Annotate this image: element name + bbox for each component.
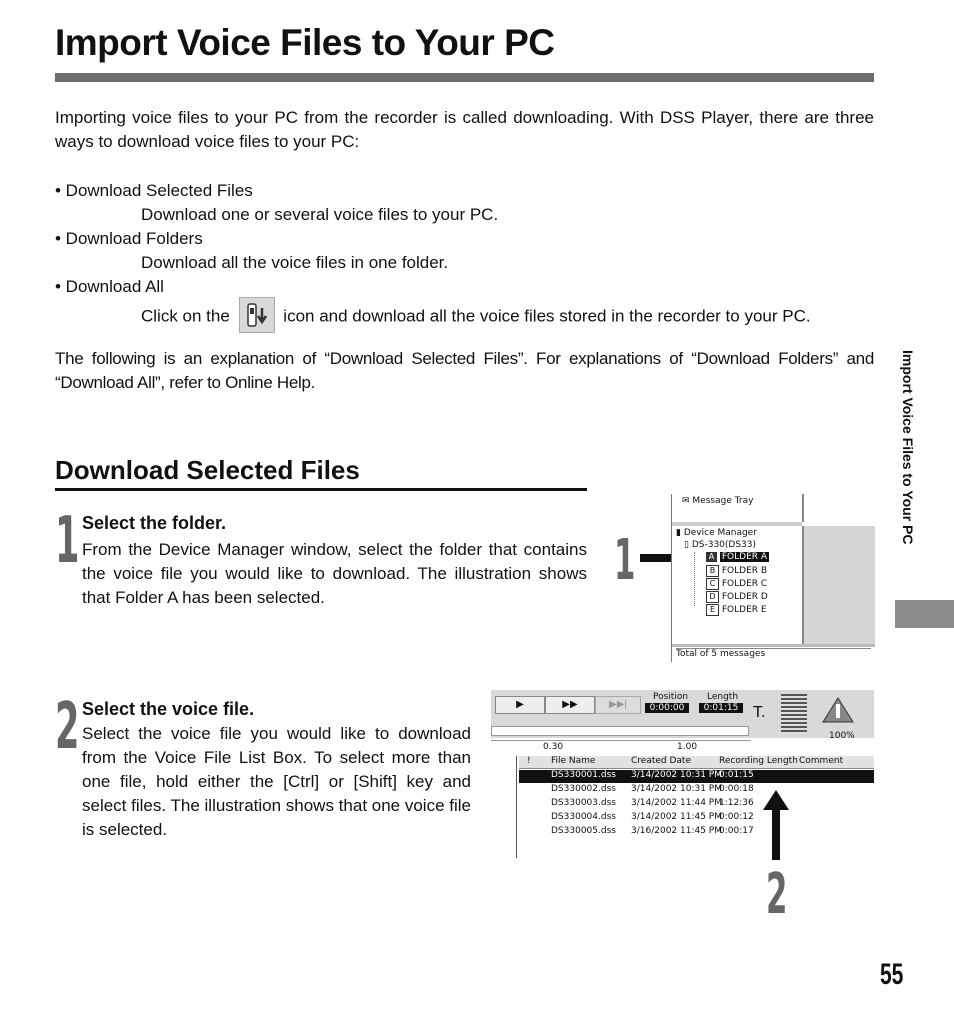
created-date: 3/14/2002 11:44 PM — [631, 798, 722, 808]
message-tray-icon: ✉ — [682, 496, 690, 506]
side-label: Import Voice Files to Your PC — [900, 350, 916, 545]
device-manager-icon: ▮ — [676, 528, 681, 538]
recording-length: 0:00:18 — [719, 784, 754, 794]
folder-a-item[interactable] — [706, 552, 769, 562]
folder-c-icon: C — [706, 578, 719, 590]
folder-d-label: FOLDER D — [721, 592, 768, 602]
message-tray-label: Message Tray — [692, 496, 754, 506]
method-folders-label: • Download Folders — [55, 229, 203, 248]
folder-e-label: FOLDER E — [721, 605, 767, 615]
intro-paragraph: Importing voice files to your PC from the recorder is called downloading. With DSS Player, there are three ways to download voice files to your PC: — [55, 108, 874, 151]
fast-forward-button[interactable]: ▶▶ — [545, 696, 595, 714]
folder-e-icon: E — [706, 604, 719, 616]
length-value: 0:01:15 — [699, 703, 743, 713]
created-date: 3/14/2002 10:31 PM — [631, 784, 722, 794]
method-all-desc-after: icon and download all the voice files stored in the recorder to your PC. — [283, 306, 811, 326]
file-name: DS330005.dss — [551, 826, 616, 836]
step-2-body: Select the voice file you would like to download from the Voice File List Box. To select more than one file, hold either the [Ctrl] or [Shift] key and select files. The illustration shows that one voice file is selected. — [82, 724, 471, 839]
position-label: Position — [653, 692, 689, 702]
recording-length: 1:12:36 — [719, 798, 754, 808]
skip-end-button[interactable]: ▶▶| — [595, 696, 641, 714]
folder-c-item[interactable] — [706, 578, 767, 590]
step-1-title: Select the folder. — [82, 513, 227, 533]
file-name: DS330004.dss — [551, 812, 616, 822]
tick-030: 0.30 — [543, 742, 564, 752]
volume-icon[interactable] — [781, 694, 807, 734]
device-label: DS-330(DS33) — [691, 540, 757, 550]
method-all-desc — [141, 299, 811, 335]
method-all-desc-before: Click on the — [141, 306, 230, 326]
file-list-header — [519, 756, 874, 769]
position-slider[interactable] — [491, 726, 749, 736]
table-row[interactable] — [519, 798, 874, 811]
folder-d-icon: D — [706, 591, 719, 603]
step-1-number: 1 — [55, 504, 80, 578]
play-button[interactable]: ▶ — [495, 696, 545, 714]
file-name: DS330002.dss — [551, 784, 616, 794]
column-flag[interactable]: ! — [527, 756, 531, 766]
folder-b-item[interactable] — [706, 565, 767, 577]
recording-length: 0:01:15 — [719, 770, 754, 780]
section-title: Download Selected Files — [55, 455, 360, 485]
callout-1: 1 — [614, 528, 636, 593]
file-name: DS330001.dss — [551, 770, 616, 780]
device-manager-label: Device Manager — [683, 528, 757, 538]
device-manager-screenshot — [671, 494, 875, 662]
step-2-number: 2 — [55, 690, 80, 764]
callout-2: 2 — [766, 862, 788, 927]
table-row[interactable] — [519, 812, 874, 825]
title-rule — [55, 73, 874, 82]
device-manager-item[interactable] — [676, 528, 757, 538]
voice-file-list-screenshot — [491, 690, 874, 858]
table-row[interactable] — [519, 826, 874, 839]
download-all-icon — [239, 297, 275, 333]
folder-b-icon: B — [706, 565, 719, 577]
recording-length: 0:00:12 — [719, 812, 754, 822]
column-created-date[interactable]: Created Date — [631, 756, 691, 766]
position-value: 0:00:00 — [645, 703, 689, 713]
method-selected-desc: Download one or several voice files to your PC. — [141, 205, 499, 224]
column-file-name[interactable]: File Name — [551, 756, 596, 766]
explanation-paragraph: The following is an explanation of “Download Selected Files”. For explanations of “Download Folders” and “Download All”, refer to Online Help. — [55, 349, 874, 392]
recorder-icon: ▯ — [684, 540, 689, 550]
speed-icon[interactable] — [821, 696, 855, 734]
method-selected-label: • Download Selected Files — [55, 181, 253, 200]
folder-d-item[interactable] — [706, 591, 768, 603]
page-number: 55 — [880, 958, 904, 991]
folder-a-icon: A — [706, 552, 717, 562]
side-tab — [895, 600, 954, 628]
status-bar: Total of 5 messages — [676, 648, 871, 659]
file-name: DS330003.dss — [551, 798, 616, 808]
arrow-up-icon — [763, 790, 789, 860]
method-all-label: • Download All — [55, 277, 164, 296]
step-2-title: Select the voice file. — [82, 699, 255, 719]
folder-b-label: FOLDER B — [721, 566, 768, 576]
created-date: 3/14/2002 11:45 PM — [631, 812, 722, 822]
created-date: 3/14/2002 10:31 PM — [631, 770, 722, 780]
method-folders-desc: Download all the voice files in one folder. — [141, 253, 449, 272]
index-mark-icon[interactable]: T. — [753, 704, 766, 721]
tick-100: 1.00 — [677, 742, 698, 752]
folder-c-label: FOLDER C — [721, 579, 768, 589]
created-date: 3/16/2002 11:45 PM — [631, 826, 722, 836]
length-label: Length — [707, 692, 739, 702]
message-tray-item[interactable] — [682, 496, 753, 506]
table-row[interactable] — [519, 784, 874, 797]
step-1-body: From the Device Manager window, select the folder that contains the voice file you would like to download. The illustration shows that Folder A has been selected. — [82, 540, 587, 607]
page-title: Import Voice Files to Your PC — [55, 22, 555, 63]
column-recording-length[interactable]: Recording Length — [719, 756, 798, 766]
device-node[interactable] — [684, 540, 756, 550]
table-row[interactable] — [519, 770, 874, 783]
section-rule — [55, 488, 587, 491]
recording-length: 0:00:17 — [719, 826, 754, 836]
folder-e-item[interactable] — [706, 604, 767, 616]
column-comment[interactable]: Comment — [799, 756, 844, 766]
folder-a-label: FOLDER A — [721, 552, 768, 562]
zoom-label: 100% — [829, 731, 855, 741]
